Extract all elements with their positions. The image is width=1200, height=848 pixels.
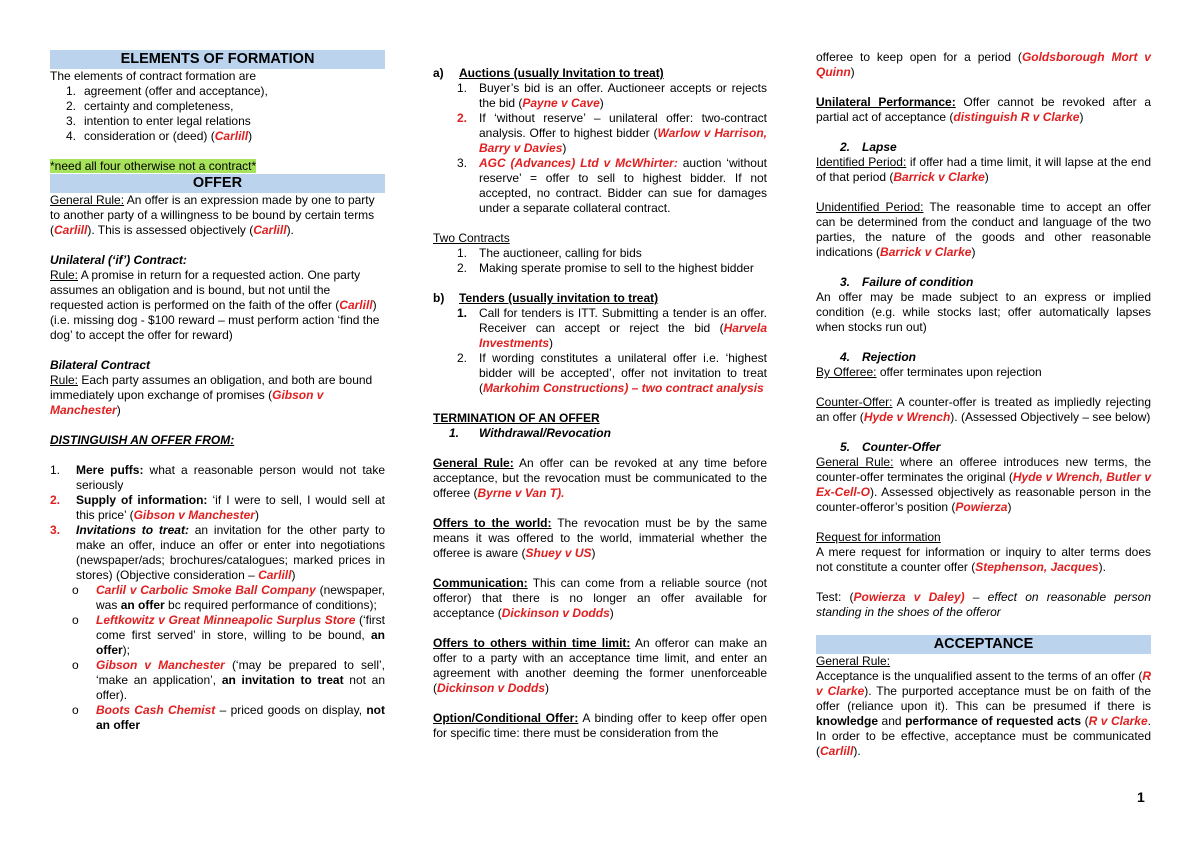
text: not an offer).: [96, 673, 385, 702]
failure-text: An offer may be made subject to an express or implied condition (e.g. while stocks last; offer automatically lapses when stocks run out): [816, 290, 1151, 334]
text: A counter-offer is treated as impliedly rejecting an offer (: [816, 395, 1151, 424]
text: If ‘without reserve’ – unilateral offer: two-contract analysis. Offer to highest bidder (: [479, 111, 767, 140]
page-number: 1: [1137, 789, 1145, 805]
tenders-heading: [433, 291, 767, 306]
label: Test: (: [816, 590, 854, 604]
case-citation: Warlow v Harrison, Barry v Davies: [479, 126, 767, 155]
bullet: o: [72, 583, 79, 597]
rejection-heading: [816, 350, 1151, 365]
offers-to-others: [433, 636, 767, 696]
text: ): [609, 606, 614, 620]
case-citation: Gibson v Manchester: [96, 658, 225, 672]
label: Offers to others within time limit:: [433, 636, 631, 650]
text: ). The purported acceptance must be on faith of the offer (reliance upon it). This can be presumed if there is: [816, 684, 1151, 713]
list-number: 3.: [456, 156, 467, 170]
list-item: [50, 583, 385, 613]
text: – effect on reasonable person standing in the shoes of the offeror: [816, 590, 1151, 619]
request-info-text: [816, 545, 1151, 575]
label-general-rule: General Rule:: [50, 193, 125, 207]
term: Invitations to treat:: [76, 523, 189, 537]
heading: Rejection: [862, 350, 917, 364]
label: General Rule:: [816, 455, 894, 469]
text: This can come from a reliable source (not offeror) that there is no longer an offer available for acceptance (: [433, 576, 767, 620]
label: Option/Conditional Offer:: [433, 711, 579, 725]
case-citation: Dickinson v Dodds: [437, 681, 546, 695]
text: An offer is an expression made by one to party to another party of a willingness to be bound by certain terms (: [50, 193, 375, 237]
text: ): [1079, 110, 1084, 124]
text: ): [971, 245, 976, 259]
text: (newspaper, was: [96, 583, 385, 612]
text: ): [545, 681, 550, 695]
text: ).: [853, 744, 861, 758]
text: auction ‘without reserve’ = offer to sell to highest bidder. If not accepted, no contract. Bidder can sue for damages under a separate collateral contract.: [479, 156, 767, 215]
list-label: a): [433, 66, 444, 80]
case-citation: Boots Cash Chemist: [96, 703, 216, 717]
text: ): [599, 96, 604, 110]
unilateral-rule: [50, 268, 385, 343]
term: Mere puffs:: [76, 463, 144, 477]
text: ).: [286, 223, 294, 237]
elements-list: [50, 84, 385, 144]
label-rule: Rule:: [50, 268, 79, 282]
text: The auctioneer, calling for bids: [479, 246, 642, 260]
list-item: [50, 703, 385, 733]
case-citation: Carlill: [214, 129, 249, 143]
acceptance-general-rule-label: General Rule:: [816, 654, 891, 668]
text: (: [1081, 714, 1089, 728]
column-2: [433, 66, 767, 741]
list-number: 3.: [50, 523, 61, 537]
heading: Lapse: [862, 140, 897, 154]
unilateral-performance: [816, 95, 1151, 125]
list-item: [433, 81, 767, 111]
revocation-general-rule: [433, 456, 767, 501]
text: An offeror can make an offer to a party with an acceptance time limit, and enter an agreement with another deeming the former unenforceable (: [433, 636, 767, 695]
list-number: 3.: [839, 275, 850, 289]
text: ).: [1098, 560, 1106, 574]
case-citation: Carlil v Carbolic Smoke Ball Company: [96, 583, 316, 597]
text: (‘may be prepared to sell’, ‘make an application’,: [96, 658, 385, 687]
withdrawal-heading: [433, 426, 767, 441]
case-citation: distinguish R v Clarke: [953, 110, 1080, 124]
term: Supply of information:: [76, 493, 208, 507]
auctions-heading: [433, 66, 767, 81]
list-item: [433, 246, 767, 261]
list-number: 2.: [456, 351, 467, 365]
list-text: certainty and completeness,: [84, 99, 234, 113]
list-item: [50, 129, 385, 144]
bullet: o: [72, 703, 79, 717]
text: – priced goods on display,: [215, 703, 367, 717]
case-citation: Barrick v Clarke: [880, 245, 972, 259]
test-text: [816, 590, 1151, 620]
term: an offer: [120, 598, 165, 612]
text: Making sperate promise to sell to the highest bidder: [479, 261, 754, 275]
case-citation: Harvela Investments: [479, 321, 767, 350]
text: A promise in return for a requested action. One party assumes an obligation and is bound, but not until the requested action is performed on the faith of the offer (: [50, 268, 361, 312]
case-citation: Markohim Constructions) – two contract analysis: [483, 381, 764, 395]
text: ): [591, 546, 596, 560]
text: The reasonable time to accept an offer can be determined from the conduct and language of the two parties, the nature of the goods and other reasonable indications (: [816, 200, 1151, 259]
list-number: 2.: [456, 111, 467, 125]
text: ): [850, 65, 855, 79]
text: Each party assumes an obligation, and both are bound immediately upon exchange of promises (: [50, 373, 373, 402]
formation-intro: The elements of contract formation are: [50, 69, 257, 83]
text: ‘if I were to sell, I would sell at this price’ (: [76, 493, 385, 522]
text: offer terminates upon rejection: [876, 365, 1042, 379]
list-number: 1.: [65, 84, 76, 98]
term: not an offer: [96, 703, 385, 732]
label: Unidentified Period:: [816, 200, 924, 214]
failure-heading: [816, 275, 1151, 290]
list-item: [433, 306, 767, 351]
list-item: [433, 261, 767, 276]
heading-acceptance: ACCEPTANCE: [816, 635, 1151, 654]
case-citation: Stephenson, Jacques: [975, 560, 1099, 574]
case-citation: Gibson v Manchester: [50, 388, 324, 417]
case-citation: Gibson v Manchester: [133, 508, 255, 522]
label: General Rule:: [433, 456, 514, 470]
bullet: o: [72, 658, 79, 672]
case-citation: Carlill: [253, 223, 287, 237]
list-text: intention to enter legal relations: [84, 114, 251, 128]
heading: Tenders (usually invitation to treat): [459, 291, 659, 305]
list-number: 2.: [456, 261, 467, 275]
case-citation: Dickinson v Dodds: [501, 606, 610, 620]
list-number: 4.: [65, 129, 76, 143]
text: ): [562, 141, 567, 155]
list-item: [50, 493, 385, 523]
text: Buyer’s bid is an offer. Auctioneer accepts or rejects the bid (: [479, 81, 767, 110]
highlight-note: *need all four otherwise not a contract*: [50, 159, 257, 173]
text: ). Assessed objectively as reasonable person in the counter-offeror’s position (: [816, 485, 1151, 514]
text: if offer had a time limit, it will lapse at the end of that period (: [816, 155, 1151, 184]
label: Offers to the world:: [433, 516, 552, 530]
term: knowledge: [816, 714, 879, 728]
text: bc required performance of conditions);: [164, 598, 377, 612]
list-item: [50, 99, 385, 114]
unilateral-heading: Unilateral (‘if’) Contract:: [50, 253, 187, 267]
case-citation: Carlill: [258, 568, 292, 582]
acceptance-rule: [816, 669, 1151, 759]
bilateral-heading: Bilateral Contract: [50, 358, 151, 372]
text: An offer can be revoked at any time before acceptance, but the revocation must be communicated to the offeree (: [433, 456, 767, 500]
communication: [433, 576, 767, 621]
unidentified-period: [816, 200, 1151, 260]
text: offeree to keep open for a period (: [816, 50, 1022, 64]
by-offeree: [816, 365, 1151, 380]
counter-offer-rule: [816, 455, 1151, 515]
bullet: o: [72, 613, 79, 627]
list-number: 2.: [839, 140, 850, 154]
list-number: 3.: [65, 114, 76, 128]
text: ): [116, 403, 121, 417]
label-rule: Rule:: [50, 373, 79, 387]
text: ): [254, 508, 259, 522]
list-item: [50, 658, 385, 703]
text: Acceptance is the unqualified assent to the terms of an offer (: [816, 669, 1143, 683]
list-number: 2.: [50, 493, 61, 507]
list-number: 1.: [456, 306, 467, 320]
column-3: [816, 50, 1151, 759]
list-item: [50, 114, 385, 129]
text: Call for tenders is ITT. Submitting a tender is an offer. Receiver can accept or reject the bid (: [479, 306, 767, 335]
case-citation: Leftkowitz v Great Minneapolic Surplus Store: [96, 613, 356, 627]
option-offer: [433, 711, 767, 741]
text: what a reasonable person would not take seriously: [76, 463, 385, 492]
identified-period: [816, 155, 1151, 185]
case-citation: R v Clarke: [1088, 714, 1148, 728]
column-1: [50, 50, 385, 733]
case-citation: Powierza v Daley): [853, 590, 965, 604]
term: an invitation to treat: [221, 673, 344, 687]
list-number: 1.: [448, 426, 459, 440]
case-citation: Hyde v Wrench, Butler v Ex-Cell-O: [816, 470, 1151, 499]
text: an invitation for the other party to make an offer, induce an offer or enter into negotiations (newspaper/ads; brochures/catalogues; marked prices in stores) (Objective consideration –: [76, 523, 385, 582]
term: an offer: [96, 628, 385, 657]
case-citation: Carlill: [339, 298, 373, 312]
text: ). This is assessed objectively (: [87, 223, 254, 237]
case-citation: Powierza: [955, 500, 1008, 514]
list-text: consideration or (deed) (: [84, 129, 215, 143]
list-item: [433, 156, 767, 216]
list-number: 1.: [50, 463, 61, 477]
list-item: [50, 523, 385, 583]
label: Communication:: [433, 576, 528, 590]
text: ): [984, 170, 989, 184]
heading: Failure of condition: [862, 275, 974, 289]
list-number: 1.: [456, 246, 467, 260]
list-label: b): [433, 291, 445, 305]
list-item: [50, 84, 385, 99]
heading: Auctions (usually Invitation to treat): [459, 66, 664, 80]
list-item: [433, 351, 767, 396]
counter-offer-heading: [816, 440, 1151, 455]
option-offer-cont: [816, 50, 1151, 80]
text: Offer cannot be revoked after a partial act of acceptance (: [816, 95, 1151, 124]
label: Counter-Offer:: [816, 395, 893, 409]
list-item: [50, 613, 385, 658]
heading: Withdrawal/Revocation: [479, 426, 611, 440]
text: A binding offer to keep offer open for specific time: there must be consideration from the: [433, 711, 767, 740]
list-item: [50, 463, 385, 493]
offer-general-rule: [50, 193, 385, 238]
offers-to-world: [433, 516, 767, 561]
counter-offer-rejection: [816, 395, 1151, 425]
case-citation: Shuey v US: [525, 546, 592, 560]
distinguish-heading: DISTINGUISH AN OFFER FROM:: [50, 433, 235, 447]
label: Unilateral Performance:: [816, 95, 956, 109]
list-text: agreement (offer and acceptance),: [84, 84, 268, 98]
text: (‘first come first served’ in store, willing to be bound,: [96, 613, 386, 642]
term: performance of requested acts: [905, 714, 1082, 728]
case-citation: Carlill: [54, 223, 88, 237]
text: . In order to be effective, acceptance must be communicated (: [816, 714, 1151, 758]
case-citation: Payne v Cave: [522, 96, 600, 110]
case-citation: Byrne v Van T).: [477, 486, 565, 500]
text: The revocation must be by the same means it was offered to the world, immaterial whether the offeree is aware (: [433, 516, 767, 560]
case-citation: Goldsborough Mort v Quinn: [816, 50, 1151, 79]
text: where an offeree introduces new terms, the counter-offer terminates the original (: [816, 455, 1151, 484]
text: ): [291, 568, 296, 582]
heading-offer: OFFER: [50, 174, 385, 193]
case-citation: AGC (Advances) Ltd v McWhirter:: [479, 156, 678, 170]
bilateral-rule: [50, 373, 385, 418]
lapse-heading: [816, 140, 1151, 155]
list-item: [433, 111, 767, 156]
termination-heading: TERMINATION OF AN OFFER: [433, 411, 600, 425]
label: Identified Period:: [816, 155, 907, 169]
request-info-heading: Request for information: [816, 530, 941, 544]
text: If wording constitutes a unilateral offer i.e. ‘highest bidder will be accepted’, offer not invitation to treat (: [479, 351, 767, 395]
case-citation: Carlill: [820, 744, 854, 758]
distinguish-list: [50, 463, 385, 733]
heading-elements-of-formation: ELEMENTS OF FORMATION: [50, 50, 385, 69]
text: ): [1007, 500, 1012, 514]
text: ): [549, 336, 554, 350]
heading: Counter-Offer: [862, 440, 941, 454]
paren: ): [248, 129, 253, 143]
list-number: 2.: [65, 99, 76, 113]
case-citation: R v Clarke: [816, 669, 1151, 698]
list-number: 1.: [456, 81, 467, 95]
case-citation: Hyde v Wrench: [863, 410, 951, 424]
text: );: [122, 643, 131, 657]
list-number: 5.: [839, 440, 850, 454]
text: A mere request for information or inquiry to alter terms does not constitute a counter offer (: [816, 545, 1151, 574]
label: By Offeree:: [816, 365, 877, 379]
text: ) (i.e. missing dog - $100 reward – must perform action ‘find the dog’ to accept the offer for reward): [50, 298, 380, 342]
case-citation: Barrick v Clarke: [893, 170, 985, 184]
list-number: 4.: [839, 350, 850, 364]
two-contracts-heading: Two Contracts: [433, 231, 510, 245]
text: ). (Assessed Objectively – see below): [950, 410, 1151, 424]
text: and: [878, 714, 906, 728]
